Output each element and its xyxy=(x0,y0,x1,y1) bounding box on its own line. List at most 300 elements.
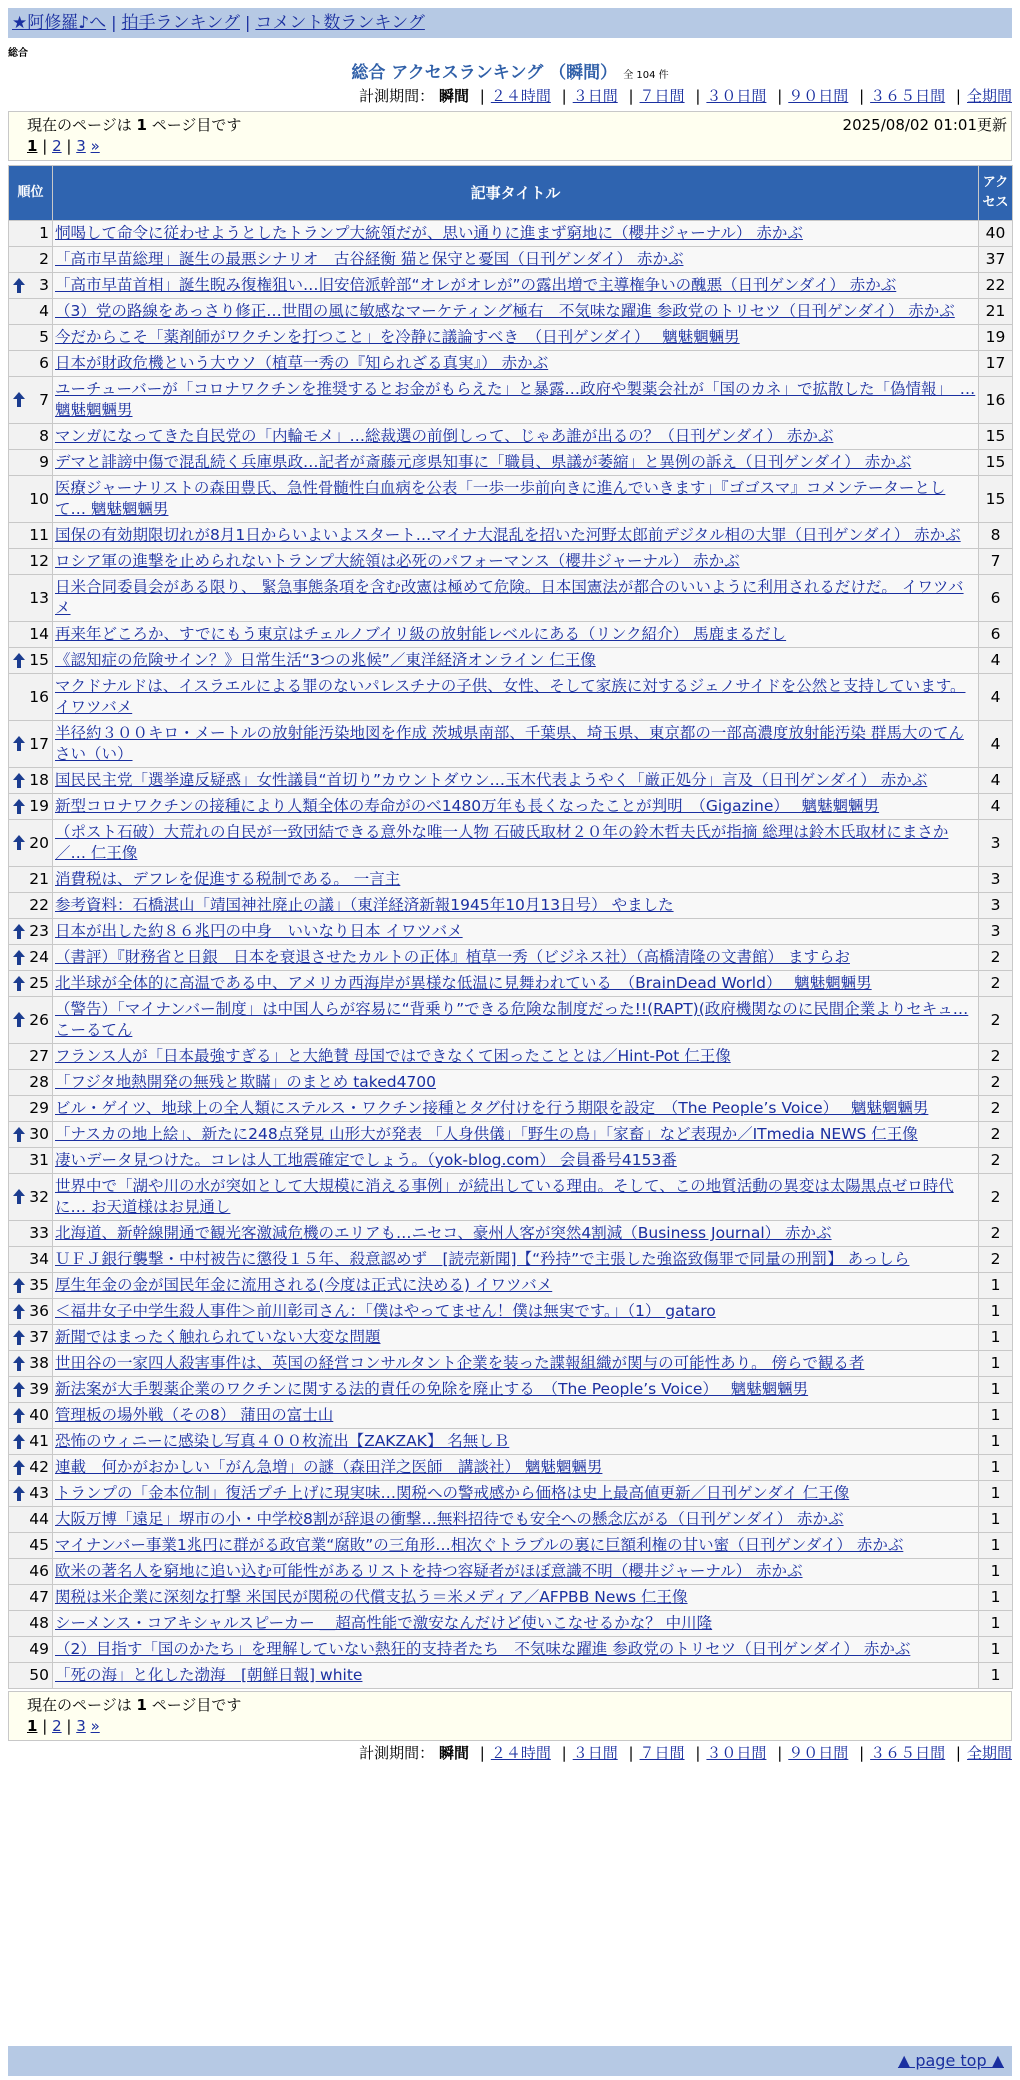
table-row xyxy=(9,674,1013,721)
table-row xyxy=(9,1377,1013,1403)
page-next-link[interactable]: » xyxy=(90,1717,100,1735)
pager-current-page-text: 1 xyxy=(136,116,147,134)
rank-cell xyxy=(9,1221,53,1247)
article-title-link[interactable]: （2）目指す「国のかたち」を理解していない熱狂的支持者たち 不気味な躍進 参政党のトリセツ（日刊ゲンダイ） 赤かぶ xyxy=(55,1640,911,1658)
rank-cell xyxy=(9,1273,53,1299)
rank-number: 15 xyxy=(29,651,49,669)
access-count: 1 xyxy=(979,1325,1013,1351)
total-count: 全 104 件 xyxy=(623,70,669,81)
rank-cell xyxy=(9,273,53,299)
title-cell xyxy=(53,221,979,247)
page-next-link[interactable]: » xyxy=(90,137,100,155)
rank-number: 8 xyxy=(39,427,49,445)
table-row xyxy=(9,893,1013,919)
rank-number: 36 xyxy=(29,1302,49,1320)
table-row xyxy=(9,377,1013,424)
page-link-3[interactable]: 3 xyxy=(76,1717,86,1735)
period-separator: | xyxy=(628,1744,634,1762)
pager-bottom xyxy=(8,1691,1012,1741)
nav-link-comment-ranking[interactable]: コメント数ランキング xyxy=(255,13,425,33)
rank-number: 10 xyxy=(29,489,49,508)
access-count: 3 xyxy=(979,919,1013,945)
title-cell xyxy=(53,820,979,867)
title-cell xyxy=(53,1299,979,1325)
rank-number: 28 xyxy=(29,1073,49,1091)
title-cell xyxy=(53,919,979,945)
table-row xyxy=(9,945,1013,971)
period-7d[interactable]: ７日間 xyxy=(639,1744,685,1762)
title-cell xyxy=(53,1559,979,1585)
rank-number: 39 xyxy=(29,1380,49,1398)
table-row xyxy=(9,794,1013,820)
page-separator: | xyxy=(66,1717,72,1735)
article-title-link[interactable]: 関税は米企業に深刻な打撃 米国民が関税の代償支払う＝米メディア／AFPBB News 仁王像 xyxy=(55,1588,688,1606)
rank-cell xyxy=(9,247,53,273)
ranking-table-body xyxy=(9,221,1013,1689)
rank-cell xyxy=(9,1637,53,1663)
rank-up-arrow-icon xyxy=(13,653,25,669)
rank-cell xyxy=(9,1377,53,1403)
article-title-link[interactable]: 「高市早苗首相」誕生睨み復権狙い…旧安倍派幹部“オレがオレが”の露出増で主導権争いの醜悪（日刊ゲンダイ） 赤かぶ xyxy=(55,276,897,294)
rank-number: 37 xyxy=(29,1328,49,1346)
period-separator: | xyxy=(479,87,485,105)
article-title-link[interactable]: 国保の有効期限切れが8月1日からいよいよスタート…マイナ大混乱を招いた河野太郎前デジタル相の大罪（日刊ゲンダイ） 赤かぶ xyxy=(55,526,961,544)
period-3d[interactable]: ３日間 xyxy=(572,1744,618,1762)
title-cell xyxy=(53,1273,979,1299)
rank-up-arrow-icon xyxy=(13,950,25,966)
rank-up-arrow-icon xyxy=(13,773,25,789)
table-row xyxy=(9,768,1013,794)
updated-timestamp: 2025/08/02 01:01更新 xyxy=(842,116,1007,134)
period-separator: | xyxy=(561,1744,567,1762)
access-count: 1 xyxy=(979,1663,1013,1689)
rank-number: 35 xyxy=(29,1276,49,1294)
period-bar-top xyxy=(359,86,1012,106)
access-count: 4 xyxy=(979,768,1013,794)
rank-number: 7 xyxy=(39,390,49,409)
rank-number: 45 xyxy=(29,1536,49,1554)
article-title-link[interactable]: 日本が財政危機という大ウソ（植草一秀の『知られざる真実』） 赤かぶ xyxy=(55,354,549,372)
page-current: 1 xyxy=(27,137,38,155)
rank-cell xyxy=(9,794,53,820)
article-title-link[interactable]: 国民民主党「選挙違反疑惑」女性議員“首切り”カウントダウン…玉木代表ようやく「厳正処分」言及（日刊ゲンダイ） 赤かぶ xyxy=(55,771,928,789)
rank-up-arrow-icon xyxy=(13,1330,25,1346)
access-count: 7 xyxy=(979,549,1013,575)
rank-cell xyxy=(9,377,53,424)
rank-cell xyxy=(9,945,53,971)
access-count: 40 xyxy=(979,221,1013,247)
rank-number: 17 xyxy=(29,734,49,753)
table-row xyxy=(9,351,1013,377)
access-count: 1 xyxy=(979,1507,1013,1533)
rank-number: 21 xyxy=(29,870,49,888)
article-title-link[interactable]: 厚生年金の金が国民年金に流用される(今度は正式に決める) イワツバメ xyxy=(55,1276,553,1294)
table-row xyxy=(9,273,1013,299)
article-title-link[interactable]: ビル・ゲイツ、地球上の全人類にステルス・ワクチン接種とタグ付けを行う期限を設定 （The People’s Voice） 魑魅魍魎男 xyxy=(55,1099,929,1117)
article-title-link[interactable]: 消費税は、デフレを促進する税制である。 一言主 xyxy=(55,870,401,888)
rank-cell xyxy=(9,1481,53,1507)
access-count: 1 xyxy=(979,1611,1013,1637)
table-row xyxy=(9,299,1013,325)
page-link-3[interactable]: 3 xyxy=(76,137,86,155)
article-title-link[interactable]: トランプの「金本位制」復活プチ上げに現実味…関税への警戒感から価格は史上最高値更新／日刊ゲンダイ 仁王像 xyxy=(55,1484,850,1502)
rank-number: 44 xyxy=(29,1510,49,1528)
access-count: 1 xyxy=(979,1559,1013,1585)
rank-cell xyxy=(9,820,53,867)
rank-cell xyxy=(9,351,53,377)
rank-cell xyxy=(9,721,53,768)
table-row xyxy=(9,919,1013,945)
title-cell xyxy=(53,1351,979,1377)
access-count: 1 xyxy=(979,1533,1013,1559)
rank-cell xyxy=(9,1351,53,1377)
rank-up-arrow-icon xyxy=(13,1434,25,1450)
title-cell xyxy=(53,1533,979,1559)
rank-number: 31 xyxy=(29,1151,49,1169)
rank-cell xyxy=(9,1663,53,1689)
access-count: 4 xyxy=(979,648,1013,674)
page-top-link[interactable]: ▲ page top ▲ xyxy=(897,2051,1004,2070)
article-title-link[interactable]: 「死の海」と化した渤海 [朝鮮日報] white xyxy=(55,1666,363,1684)
title-cell xyxy=(53,945,979,971)
title-cell xyxy=(53,622,979,648)
rank-cell xyxy=(9,1533,53,1559)
article-title-link[interactable]: （警告）「マイナンバー制度」は中国人らが容易に“背乗り”できる危険な制度だった!!(RAPT)(政府機関なのに民間企業よりセキュ… こーるてん xyxy=(55,1000,969,1039)
table-row xyxy=(9,721,1013,768)
title-cell xyxy=(53,867,979,893)
title-cell xyxy=(53,523,979,549)
access-count: 15 xyxy=(979,424,1013,450)
rank-number: 4 xyxy=(39,302,49,320)
title-cell xyxy=(53,476,979,523)
rank-number: 23 xyxy=(29,922,49,940)
access-count: 2 xyxy=(979,1096,1013,1122)
rank-cell xyxy=(9,476,53,523)
nav-link-applause-ranking[interactable]: 拍手ランキング xyxy=(121,13,240,33)
rank-number: 6 xyxy=(39,354,49,372)
access-count: 2 xyxy=(979,1221,1013,1247)
title-cell xyxy=(53,424,979,450)
page-separator: | xyxy=(42,1717,48,1735)
access-count: 1 xyxy=(979,1455,1013,1481)
title-cell xyxy=(53,1455,979,1481)
table-row xyxy=(9,1122,1013,1148)
nav-link-asyura[interactable]: ★阿修羅♪へ xyxy=(12,13,107,33)
rank-up-arrow-icon xyxy=(13,1012,25,1028)
title-cell xyxy=(53,794,979,820)
table-row xyxy=(9,1663,1013,1689)
article-title-link[interactable]: ユーチューバーが「コロナワクチンを推奨するとお金がもらえた」と暴露…政府や製薬会社が「国のカネ」で拡散した「偽情報」 … 魑魅魍魎男 xyxy=(55,380,976,419)
table-row xyxy=(9,648,1013,674)
article-title-link[interactable]: 欧米の著名人を窮地に追い込む可能性があるリストを持つ容疑者がほぼ意識不明（櫻井ジャーナル） 赤かぶ xyxy=(55,1562,803,1580)
title-cell xyxy=(53,1148,979,1174)
rank-cell xyxy=(9,1070,53,1096)
rank-cell xyxy=(9,221,53,247)
access-count: 2 xyxy=(979,1148,1013,1174)
rank-number: 43 xyxy=(29,1484,49,1502)
article-title-link[interactable]: 今だからこそ「薬剤師がワクチンを打つこと」を冷静に議論すべき （日刊ゲンダイ） 魑魅魍魎男 xyxy=(55,328,740,346)
access-count: 2 xyxy=(979,945,1013,971)
period-separator: | xyxy=(628,87,634,105)
table-row xyxy=(9,523,1013,549)
title-cell xyxy=(53,1507,979,1533)
bottom-bar xyxy=(8,2046,1012,2076)
article-title-link[interactable]: 医療ジャーナリストの森田豊氏、急性骨髄性白血病を公表「一歩一歩前向きに進んでいきます」『ゴゴスマ』コメンテーターとして… 魑魅魍魎男 xyxy=(55,479,946,518)
access-count: 37 xyxy=(979,247,1013,273)
rank-up-arrow-icon xyxy=(13,976,25,992)
rank-up-arrow-icon xyxy=(13,1304,25,1320)
period-365d[interactable]: ３６５日間 xyxy=(870,1744,946,1762)
rank-number: 49 xyxy=(29,1640,49,1658)
period-separator: | xyxy=(777,1744,783,1762)
access-count: 1 xyxy=(979,1585,1013,1611)
title-cell xyxy=(53,1122,979,1148)
title-cell xyxy=(53,721,979,768)
title-cell xyxy=(53,1377,979,1403)
header-count: アクセス xyxy=(979,166,1013,221)
period-3d[interactable]: ３日間 xyxy=(572,87,618,105)
rank-up-arrow-icon xyxy=(13,1189,25,1205)
article-title-link[interactable]: マンガになってきた自民党の「内輪モメ」…総裁選の前倒しって、じゃあ誰が出るの？（日刊ゲンダイ） 赤かぶ xyxy=(55,427,834,445)
article-title-link[interactable]: デマと誹謗中傷で混乱続く兵庫県政…記者が斎藤元彦県知事に「職員、県議が萎縮」と異例の訴え（日刊ゲンダイ） 赤かぶ xyxy=(55,453,912,471)
article-title-link[interactable]: 北海道、新幹線開通で観光客激減危機のエリアも…ニセコ、豪州人客が突然4割減（Business Journal） 赤かぶ xyxy=(55,1224,832,1242)
article-title-link[interactable]: （ポスト石破）大荒れの自民が一致団結できる意外な唯一人物 石破氏取材２０年の鈴木哲夫氏が指摘 総理は鈴木氏取材にまさか／… 仁王像 xyxy=(55,823,949,862)
article-title-link[interactable]: 日本が出した約８６兆円の中身 いいなり日本 イワツバメ xyxy=(55,922,463,940)
pager-text-before: 現在のページは xyxy=(27,1696,132,1714)
article-title-link[interactable]: 北半球が全体的に高温である中、アメリカ西海岸が異様な低温に見舞われている （BrainDead World） 魑魅魍魎男 xyxy=(55,974,872,992)
rank-cell xyxy=(9,1148,53,1174)
access-count: 1 xyxy=(979,1299,1013,1325)
access-count: 2 xyxy=(979,1174,1013,1221)
article-title-link[interactable]: 新聞ではまったく触れられていない大変な問題 xyxy=(55,1328,381,1346)
rank-cell xyxy=(9,1611,53,1637)
access-count: 16 xyxy=(979,377,1013,424)
access-count: 1 xyxy=(979,1429,1013,1455)
period-separator: | xyxy=(955,87,961,105)
access-count: 3 xyxy=(979,867,1013,893)
article-title-link[interactable]: 世界中で「湖や川の水が突如として大規模に消える事例」が続出している理由。そして、この地質活動の異変は太陽黒点ゼロ時代に… お天道様はお見通し xyxy=(55,1177,954,1216)
article-title-link[interactable]: マクドナルドは、イスラエルによる罪のないパレスチナの子供、女性、そして家族に対するジェノサイドを公然と支持しています。 イワツバメ xyxy=(55,677,966,716)
rank-number: 26 xyxy=(29,1010,49,1029)
article-title-link[interactable]: 大阪万博「遠足」堺市の小・中学校8割が辞退の衝撃…無料招待でも安全への懸念広がる（日刊ゲンダイ） 赤かぶ xyxy=(55,1510,844,1528)
rank-cell xyxy=(9,893,53,919)
access-count: 4 xyxy=(979,794,1013,820)
table-row xyxy=(9,1174,1013,1221)
rank-cell xyxy=(9,1429,53,1455)
rank-cell xyxy=(9,768,53,794)
period-24h[interactable]: ２４時間 xyxy=(490,1744,551,1762)
table-row xyxy=(9,575,1013,622)
period-separator: | xyxy=(479,1744,485,1762)
period-separator: | xyxy=(859,1744,865,1762)
title-cell xyxy=(53,377,979,424)
rank-up-arrow-icon xyxy=(13,278,25,294)
table-row xyxy=(9,1148,1013,1174)
period-7d[interactable]: ７日間 xyxy=(639,87,685,105)
period-separator: | xyxy=(695,1744,701,1762)
article-title-link[interactable]: 世田谷の一家四人殺害事件は、英国の経営コンサルタント企業を装った諜報組織が関与の可能性あり。 傍らで観る者 xyxy=(55,1354,865,1372)
table-row xyxy=(9,476,1013,523)
table-row xyxy=(9,622,1013,648)
access-count: 1 xyxy=(979,1481,1013,1507)
article-title-link[interactable]: ＵＦＪ銀行襲撃・中村被告に懲役１５年、殺意認めず [読売新聞]【“矜持”で主張した強盗致傷罪で同量の刑罰】 あっしら xyxy=(55,1250,910,1268)
access-count: 4 xyxy=(979,674,1013,721)
rank-number: 50 xyxy=(29,1666,49,1684)
article-title-link[interactable]: 《認知症の危険サイン？》日常生活“3つの兆候”／東洋経済オンライン 仁王像 xyxy=(55,651,596,669)
access-count: 6 xyxy=(979,575,1013,622)
access-count: 6 xyxy=(979,622,1013,648)
article-title-link[interactable]: （3）党の路線をあっさり修正…世間の風に敏感なマーケティング極右 不気味な躍進 参政党のトリセツ（日刊ゲンダイ） 赤かぶ xyxy=(55,302,955,320)
article-title-link[interactable]: 新法案が大手製薬企業のワクチンに関する法的責任の免除を廃止する （The People’s Voice） 魑魅魍魎男 xyxy=(55,1380,809,1398)
period-all[interactable]: 全期間 xyxy=(966,87,1012,105)
table-row xyxy=(9,1351,1013,1377)
title-cell xyxy=(53,1611,979,1637)
rank-number: 47 xyxy=(29,1588,49,1606)
article-title-link[interactable]: ＜福井女子中学生殺人事件＞前川彰司さん：「僕はやってません！僕は無実です。」（1） gataro xyxy=(55,1302,716,1320)
table-row xyxy=(9,1221,1013,1247)
title-cell xyxy=(53,674,979,721)
rank-up-arrow-icon xyxy=(13,1278,25,1294)
title-cell xyxy=(53,1325,979,1351)
ranking-title-area xyxy=(0,58,1020,83)
article-title-link[interactable]: 管理板の場外戦（その8） 蒲田の富士山 xyxy=(55,1406,334,1424)
rank-number: 12 xyxy=(29,552,49,570)
rank-number: 18 xyxy=(29,771,49,789)
rank-cell xyxy=(9,867,53,893)
article-title-link[interactable]: 恐怖のウィニーに感染し写真４００枚流出【ZAKZAK】 名無しＢ xyxy=(55,1432,510,1450)
rank-cell xyxy=(9,1299,53,1325)
title-cell xyxy=(53,247,979,273)
page-link-2[interactable]: 2 xyxy=(52,137,62,155)
title-cell xyxy=(53,1044,979,1070)
rank-cell xyxy=(9,1096,53,1122)
access-count: 2 xyxy=(979,997,1013,1044)
header-rank: 順位 xyxy=(9,166,53,221)
article-title-link[interactable]: 凄いデータ見つけた。コレは人工地震確定でしょう。（yok-blog.com） 会員番号4153番 xyxy=(55,1151,677,1169)
title-cell xyxy=(53,325,979,351)
access-count: 1 xyxy=(979,1351,1013,1377)
title-cell xyxy=(53,351,979,377)
article-title-link[interactable]: フランス人が「日本最強すぎる」と大絶賛 母国ではできなくて困ったこととは／Hint-Pot 仁王像 xyxy=(55,1047,731,1065)
rank-number: 33 xyxy=(29,1224,49,1242)
period-24h[interactable]: ２４時間 xyxy=(490,87,551,105)
rank-number: 34 xyxy=(29,1250,49,1268)
rank-number: 24 xyxy=(29,948,49,966)
period-all[interactable]: 全期間 xyxy=(966,1744,1012,1762)
period-90d[interactable]: ９０日間 xyxy=(788,87,849,105)
article-title-link[interactable]: シーメンス・コアキシャルスピーカー ＿超高性能で激安なんだけど使いこなせるかな？ 中川隆 xyxy=(55,1614,713,1632)
top-nav xyxy=(8,8,1012,38)
rank-cell xyxy=(9,575,53,622)
table-row xyxy=(9,1585,1013,1611)
rank-number: 2 xyxy=(39,250,49,268)
article-title-link[interactable]: 「ナスカの地上絵」、新たに248点発見 山形大が発表 「人身供儀」「野生の鳥」「家畜」など表現か／ITmedia NEWS 仁王像 xyxy=(55,1125,918,1143)
table-row xyxy=(9,1507,1013,1533)
article-title-link[interactable]: 再来年どころか、すでにもう東京はチェルノブイリ級の放射能レベルにある（リンク紹介） 馬鹿まるだし xyxy=(55,625,787,643)
period-separator: | xyxy=(955,1744,961,1762)
rank-cell xyxy=(9,424,53,450)
article-title-link[interactable]: 新型コロナワクチンの接種により人類全体の寿命がのべ1480万年も長くなったことが判明 （Gigazine） 魑魅魍魎男 xyxy=(55,797,880,815)
pager-current-page-text: 1 xyxy=(136,1696,147,1714)
table-row xyxy=(9,997,1013,1044)
rank-number: 41 xyxy=(29,1432,49,1450)
title-cell xyxy=(53,1663,979,1689)
pager-text-after: ページ目です xyxy=(151,116,242,134)
period-30d[interactable]: ３０日間 xyxy=(706,87,767,105)
access-count: 1 xyxy=(979,1377,1013,1403)
access-count: 3 xyxy=(979,893,1013,919)
title-cell xyxy=(53,1403,979,1429)
table-row xyxy=(9,424,1013,450)
article-title-link[interactable]: 半径約３００キロ・メートルの放射能汚染地図を作成 茨城県南部、千葉県、埼玉県、東京都の一部高濃度放射能汚染 群馬大のてんさい（い） xyxy=(55,724,964,763)
rank-number: 46 xyxy=(29,1562,49,1580)
rank-number: 30 xyxy=(29,1125,49,1143)
article-title-link[interactable]: 参考資料：石橋湛山「靖国神社廃止の議」（東洋経済新報1945年10月13日号） やました xyxy=(55,896,674,914)
pager-text-after: ページ目です xyxy=(151,1696,242,1714)
table-row xyxy=(9,549,1013,575)
title-cell xyxy=(53,768,979,794)
title-cell xyxy=(53,1637,979,1663)
title-cell xyxy=(53,450,979,476)
article-title-link[interactable]: 恫喝して命令に従わせようとしたトランプ大統領だが、思い通りに進まず窮地に（櫻井ジャーナル） 赤かぶ xyxy=(55,224,803,242)
rank-up-arrow-icon xyxy=(13,1486,25,1502)
rank-number: 22 xyxy=(29,896,49,914)
period-365d[interactable]: ３６５日間 xyxy=(870,87,946,105)
article-title-link[interactable]: ロシア軍の進撃を止められないトランプ大統領は必死のパフォーマンス（櫻井ジャーナル） 赤かぶ xyxy=(55,552,740,570)
table-row xyxy=(9,1096,1013,1122)
table-row xyxy=(9,247,1013,273)
rank-cell xyxy=(9,1403,53,1429)
article-title-link[interactable]: 連載 何かがおかしい「がん急増」の謎（森田洋之医師 講談社） 魑魅魍魎男 xyxy=(55,1458,603,1476)
table-row xyxy=(9,221,1013,247)
nav-separator: | xyxy=(111,13,117,32)
article-title-link[interactable]: 日米合同委員会がある限り、 緊急事態条項を含む改憲は極めて危険。日本国憲法が都合のいいように利用されるだけだ。 イワツバメ xyxy=(55,578,964,617)
table-row xyxy=(9,1637,1013,1663)
access-count: 2 xyxy=(979,1247,1013,1273)
rank-cell xyxy=(9,1325,53,1351)
table-row xyxy=(9,1325,1013,1351)
rank-number: 1 xyxy=(39,224,49,242)
ranking-table xyxy=(8,165,1013,1689)
table-row xyxy=(9,971,1013,997)
rank-up-arrow-icon xyxy=(13,392,25,408)
rank-number: 38 xyxy=(29,1354,49,1372)
rank-cell xyxy=(9,1507,53,1533)
access-count: 3 xyxy=(979,820,1013,867)
period-90d[interactable]: ９０日間 xyxy=(788,1744,849,1762)
table-row xyxy=(9,820,1013,867)
rank-number: 40 xyxy=(29,1406,49,1424)
access-count: 1 xyxy=(979,1273,1013,1299)
rank-number: 5 xyxy=(39,328,49,346)
rank-number: 32 xyxy=(29,1187,49,1206)
title-cell xyxy=(53,1174,979,1221)
article-title-link[interactable]: 「高市早苗総理」誕生の最悪シナリオ 古谷経衡 猫と保守と憂国（日刊ゲンダイ） 赤かぶ xyxy=(55,250,684,268)
nav-separator: | xyxy=(244,13,251,32)
article-title-link[interactable]: 「フジタ地熱開発の無残と欺瞞」のまとめ taked4700 xyxy=(55,1073,437,1091)
access-count: 1 xyxy=(979,1637,1013,1663)
page-link-2[interactable]: 2 xyxy=(52,1717,62,1735)
period-30d[interactable]: ３０日間 xyxy=(706,1744,767,1762)
table-row xyxy=(9,450,1013,476)
rank-number: 3 xyxy=(39,276,49,294)
table-row xyxy=(9,1070,1013,1096)
section-label: 総合 xyxy=(8,48,28,59)
article-title-link[interactable]: （書評）『財務省と日銀 日本を衰退させたカルトの正体』植草一秀（ビジネス社）（高橋清隆の文書館） ますらお xyxy=(55,948,850,966)
article-title-link[interactable]: マイナンバー事業1兆円に群がる政官業“腐敗”の三角形…相次ぐトラブルの裏に巨額利権の甘い蜜（日刊ゲンダイ） 赤かぶ xyxy=(55,1536,904,1554)
ranking-title: 総合 アクセスランキング （瞬間） xyxy=(351,63,618,83)
table-row xyxy=(9,1273,1013,1299)
